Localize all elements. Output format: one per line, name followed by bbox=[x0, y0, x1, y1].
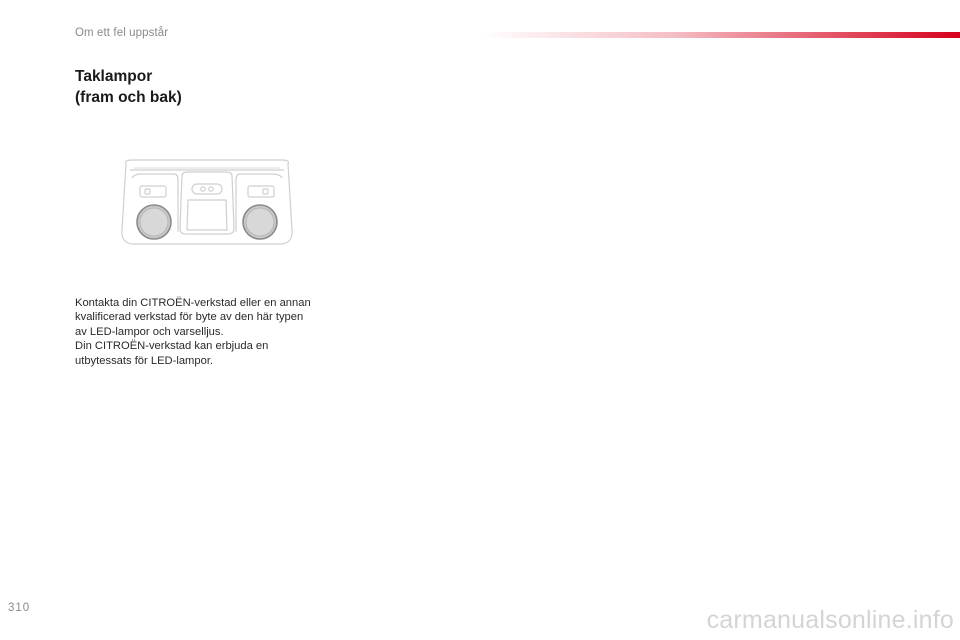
body-line: Kontakta din CITROËN-verkstad eller en annan bbox=[75, 297, 311, 309]
section-header: Om ett fel uppstår bbox=[75, 27, 169, 39]
body-line: av LED-lampor och varselljus. bbox=[75, 325, 224, 338]
page-title-line: Taklampor bbox=[75, 68, 153, 85]
body-paragraph bbox=[75, 296, 365, 368]
page-title bbox=[75, 66, 182, 108]
page-number: 310 bbox=[8, 602, 31, 614]
body-line: utbytessats för LED-lampor. bbox=[75, 354, 214, 367]
header-accent-bar bbox=[480, 32, 960, 38]
watermark: carmanualsonline.info bbox=[706, 606, 954, 634]
body-line: kvalificerad verkstad för byte av den här typen bbox=[75, 311, 304, 324]
body-line: Din CITROËN-verkstad kan erbjuda en bbox=[75, 340, 269, 353]
ceiling-lamp-illustration bbox=[112, 156, 302, 252]
page-title-subline: (fram och bak) bbox=[75, 89, 182, 106]
